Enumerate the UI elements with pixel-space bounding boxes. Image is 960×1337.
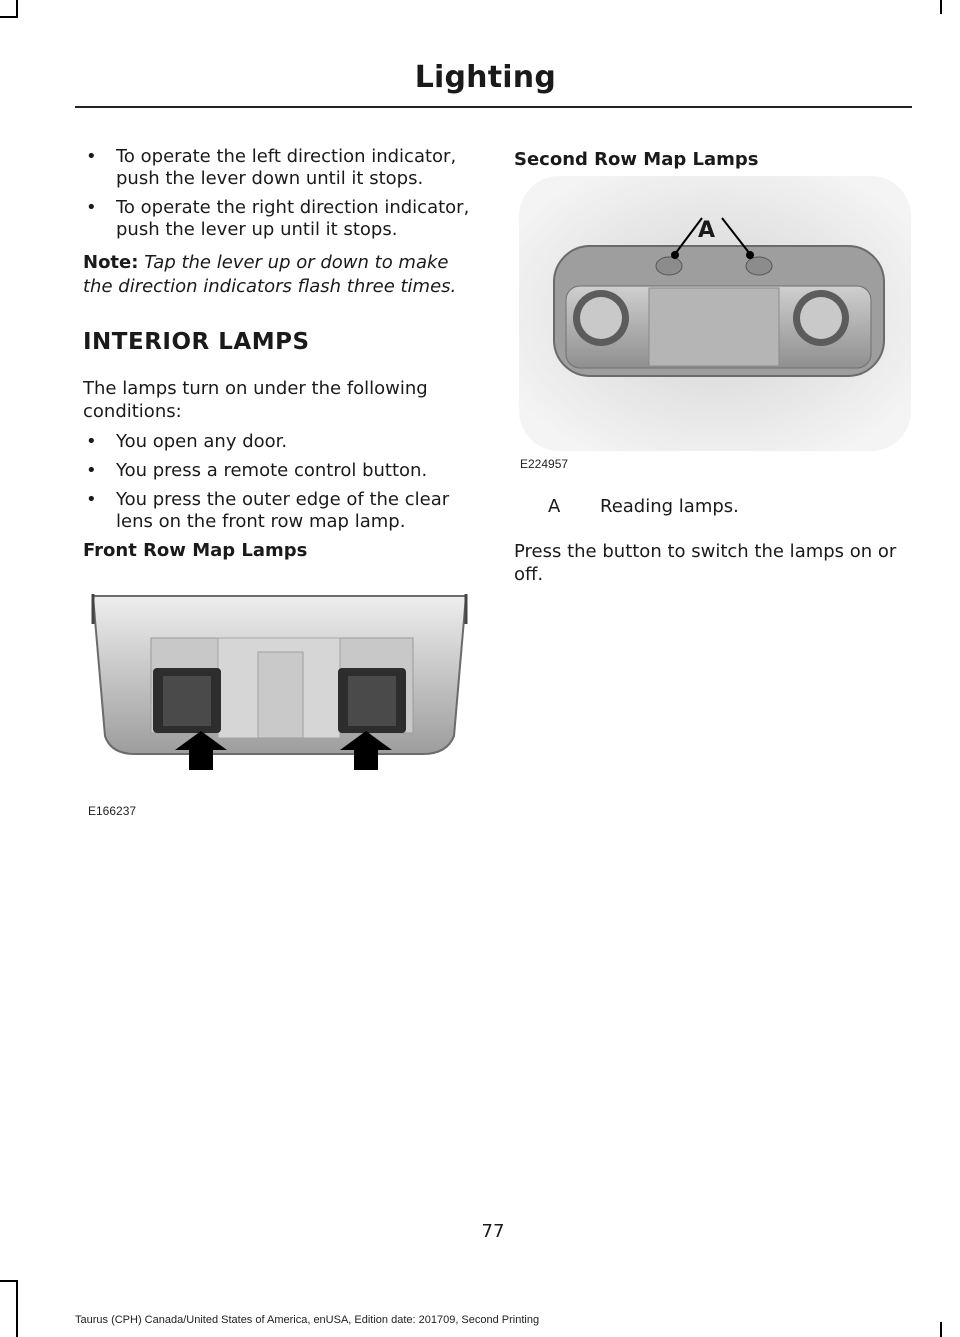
crop-mark — [940, 1322, 942, 1337]
intro-text: The lamps turn on under the following conditions: — [83, 378, 428, 422]
figure-code: E224957 — [520, 457, 569, 471]
page-number: 77 — [481, 1221, 505, 1242]
list-item: • You press a remote control button. — [86, 460, 428, 481]
list-item: • To operate the left direction indicator, push the lever down until it stops. — [86, 146, 457, 189]
crop-mark — [0, 1280, 18, 1282]
body-text: Press the button to switch the lamps on or off. — [514, 541, 897, 585]
figure-legend — [548, 496, 739, 517]
list-item: • You press the outer edge of the clear lens on the front row map lamp. — [86, 489, 450, 532]
note: Note: Tap the lever up or down to make the direction indicators flash three times. — [83, 252, 457, 297]
callout-label: A — [698, 218, 716, 243]
subheading: Front Row Map Lamps — [83, 540, 308, 561]
legend-text: Reading lamps. — [600, 496, 739, 517]
front-map-lamp-figure — [83, 568, 478, 828]
right-column — [514, 146, 914, 170]
footer-text: Taurus (CPH) Canada/United States of America, enUSA, Edition date: 201709, Second Printing — [75, 1314, 540, 1326]
section-heading: INTERIOR LAMPS — [83, 329, 310, 355]
front-lamp-illustration — [83, 568, 478, 828]
subheading: Second Row Map Lamps — [514, 149, 759, 170]
reading-lamp-button — [656, 257, 682, 275]
legend-key: A — [548, 496, 561, 517]
crop-mark — [16, 1280, 18, 1337]
list-item: • You open any door. — [86, 431, 288, 452]
reading-lamp-button — [746, 257, 772, 275]
figure-code: E166237 — [88, 804, 137, 818]
crop-mark — [940, 0, 942, 14]
second-row-lamp-figure — [514, 176, 914, 476]
left-column — [83, 146, 478, 561]
list-item: • To operate the right direction indicator, push the lever up until it stops. — [86, 197, 470, 240]
crop-mark — [0, 16, 18, 18]
page-title: Lighting — [414, 60, 556, 95]
header-divider — [75, 106, 912, 108]
